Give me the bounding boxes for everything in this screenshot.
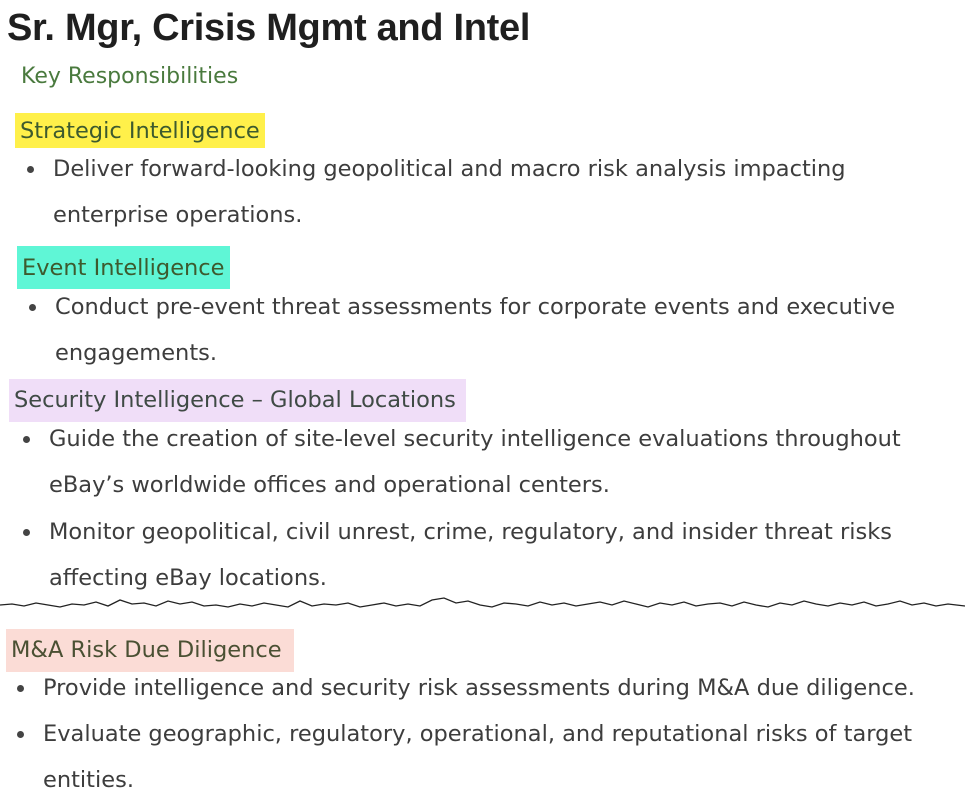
bullet-dot <box>23 416 49 508</box>
bullet-dot <box>17 665 43 711</box>
list-item <box>23 509 948 601</box>
list-item <box>17 711 952 803</box>
ma-risk-due-diligence-heading: M&A Risk Due Diligence <box>6 629 294 672</box>
event-intelligence-heading: Event Intelligence <box>17 246 230 289</box>
bullet-text: Conduct pre-event threat assessments for corporate events and executive engagements. <box>55 294 896 366</box>
strategic-intelligence-heading: Strategic Intelligence <box>15 113 265 148</box>
bullet-dot <box>27 146 53 238</box>
bullet-dot <box>23 509 49 601</box>
bullet-text: Guide the creation of site-level security intelligence evaluations throughout eBay’s worldwide offices and operational centers. <box>49 426 901 498</box>
bullet-text: Evaluate geographic, regulatory, operational, and reputational risks of target entities. <box>43 721 913 793</box>
list-item <box>29 284 954 376</box>
key-responsibilities-subheading: Key Responsibilities <box>21 64 239 89</box>
torn-edge-divider <box>0 594 965 620</box>
security-intelligence-heading: Security Intelligence – Global Locations <box>9 379 466 422</box>
list-item <box>23 416 958 508</box>
bullet-text: Monitor geopolitical, civil unrest, crime, regulatory, and insider threat risks affecting eBay locations. <box>49 519 892 591</box>
bullet-text: Provide intelligence and security risk assessments during M&A due diligence. <box>43 675 915 701</box>
list-item <box>17 665 962 711</box>
bullet-dot <box>29 284 55 376</box>
page-title: Sr. Mgr, Crisis Mgmt and Intel <box>7 7 531 49</box>
bullet-dot <box>17 711 43 803</box>
bullet-text: Deliver forward-looking geopolitical and macro risk analysis impacting enterprise operations. <box>53 156 846 228</box>
list-item <box>27 146 907 238</box>
